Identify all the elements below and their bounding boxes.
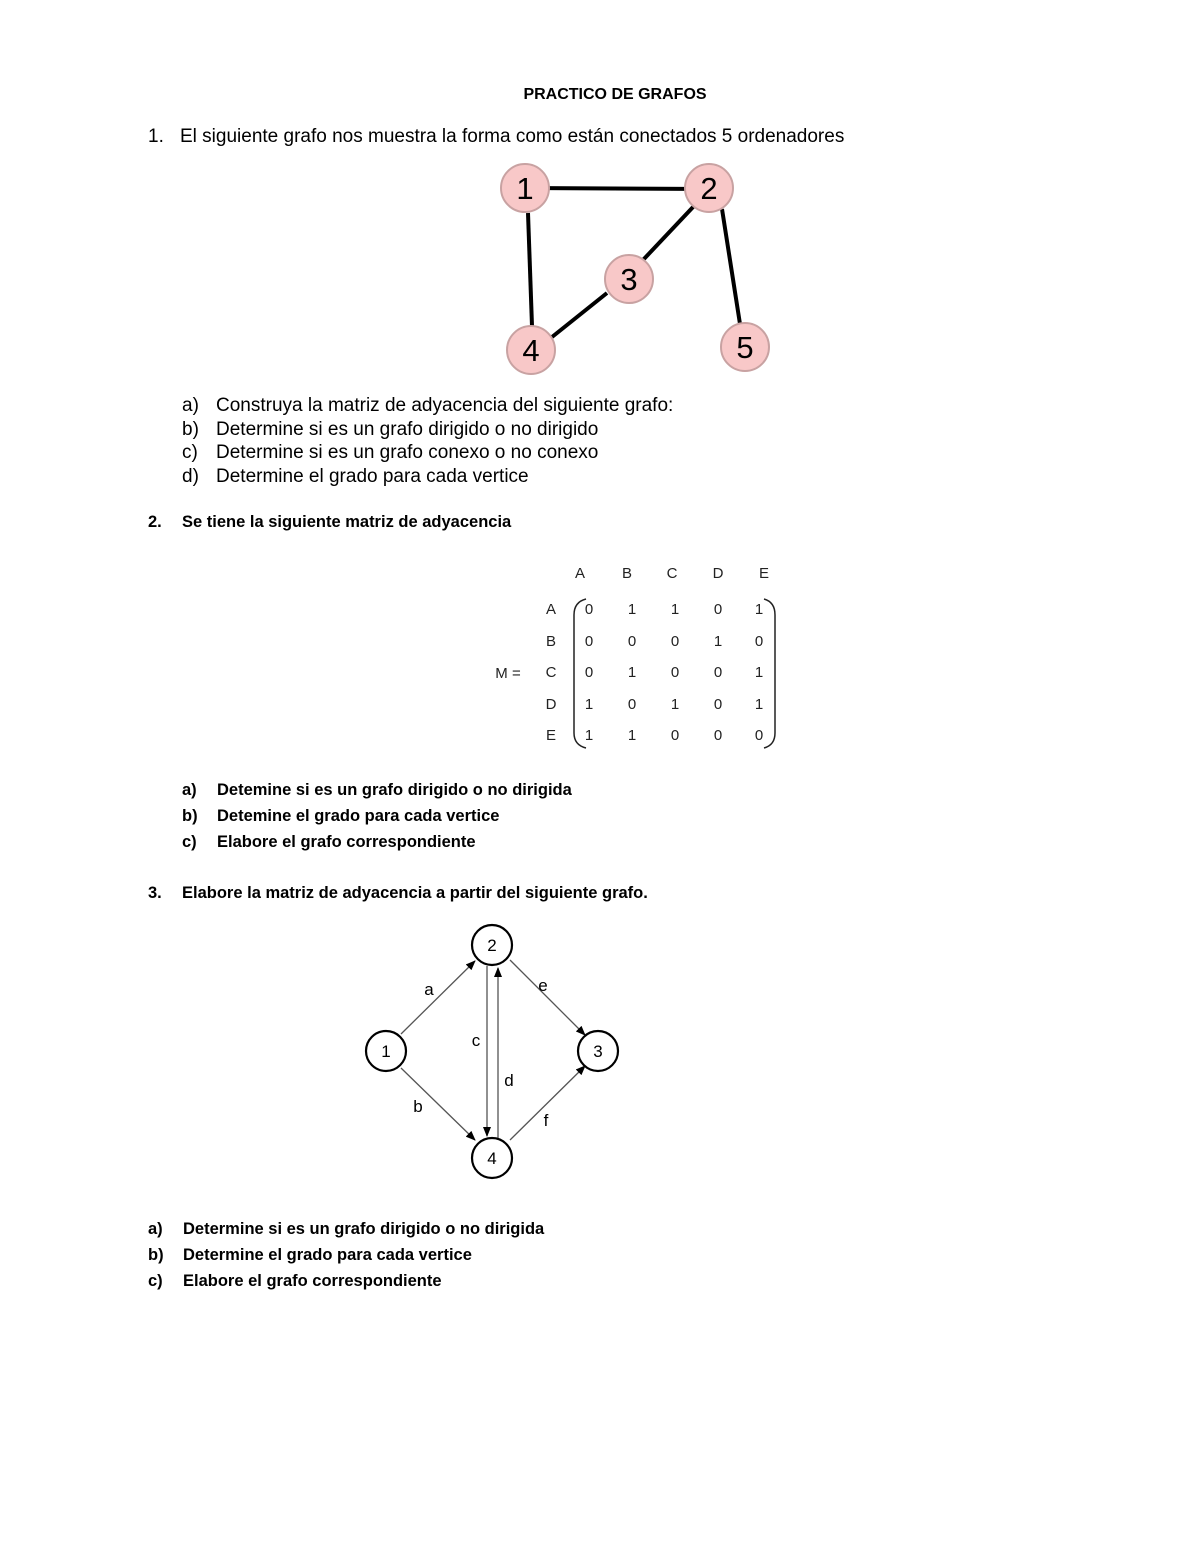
svg-text:1: 1: [754, 696, 764, 713]
edge-1-2: [525, 188, 709, 189]
edge-e-label: e: [538, 976, 548, 995]
node-5-label: 5: [736, 330, 754, 365]
svg-text:0: 0: [627, 633, 637, 650]
svg-text:0: 0: [584, 664, 594, 681]
list-item: a) Construya la matriz de adyacencia del siguiente grafo:: [182, 395, 674, 416]
svg-text:D: D: [712, 565, 724, 582]
edge-f-label: f: [543, 1111, 549, 1130]
node-3-label: 3: [593, 1042, 603, 1061]
svg-text:E: E: [545, 727, 557, 744]
edge-e: [510, 960, 585, 1035]
svg-text:1: 1: [754, 664, 764, 681]
svg-text:0: 0: [670, 664, 680, 681]
svg-text:1: 1: [627, 664, 637, 681]
matrix-col-headers: [575, 565, 769, 582]
matrix-name: M =: [495, 665, 521, 682]
question-3: [148, 884, 648, 903]
edge-2-3: [643, 206, 694, 260]
question-3-items: [148, 1216, 544, 1294]
svg-text:0: 0: [584, 633, 594, 650]
adjacency-matrix-figure: [480, 555, 790, 755]
svg-text:0: 0: [627, 696, 637, 713]
svg-text:1: 1: [627, 727, 637, 744]
question-number: 1.: [148, 126, 164, 147]
node-1-label: 1: [381, 1042, 391, 1061]
svg-text:1: 1: [670, 601, 680, 618]
edge-b-label: b: [413, 1097, 423, 1116]
question-text: Elabore la matriz de adyacencia a partir del siguiente grafo.: [182, 884, 648, 902]
svg-text:1: 1: [670, 696, 680, 713]
svg-text:0: 0: [713, 664, 723, 681]
svg-text:B: B: [545, 633, 557, 650]
list-item: c) Elabore el grafo correspondiente: [182, 833, 476, 851]
matrix-row-headers: [546, 601, 557, 744]
question-2-items: [182, 777, 572, 855]
svg-text:0: 0: [670, 633, 680, 650]
list-item: b) Detemine el grado para cada vertice: [182, 807, 500, 825]
list-item: c) Elabore el grafo correspondiente: [148, 1272, 442, 1290]
question-number: 2.: [148, 513, 162, 531]
question-number: 3.: [148, 884, 162, 902]
node-1-label: 1: [516, 171, 534, 206]
svg-text:0: 0: [670, 727, 680, 744]
svg-text:0: 0: [713, 727, 723, 744]
svg-text:C: C: [666, 565, 678, 582]
question-1: [148, 126, 844, 148]
svg-text:1: 1: [713, 633, 723, 650]
svg-text:0: 0: [754, 727, 764, 744]
node-4-label: 4: [522, 333, 540, 368]
page-title: PRACTICO DE GRAFOS: [523, 86, 707, 103]
node-2-label: 2: [487, 936, 497, 955]
svg-text:B: B: [621, 565, 633, 582]
svg-text:0: 0: [713, 601, 723, 618]
svg-text:0: 0: [713, 696, 723, 713]
svg-text:A: A: [545, 601, 557, 618]
edge-b: [401, 1068, 475, 1140]
svg-text:1: 1: [584, 696, 594, 713]
svg-text:0: 0: [584, 601, 594, 618]
matrix-right-bracket: [764, 599, 775, 748]
svg-text:1: 1: [627, 601, 637, 618]
svg-text:0: 0: [754, 633, 764, 650]
question-text: Se tiene la siguiente matriz de adyacencia: [182, 513, 512, 531]
list-item: b) Determine el grado para cada vertice: [148, 1246, 472, 1264]
edge-d-label: d: [504, 1071, 514, 1090]
node-2-label: 2: [700, 171, 718, 206]
svg-text:A: A: [574, 565, 586, 582]
undirected-graph-figure: [490, 160, 770, 385]
question-2: [148, 513, 511, 532]
list-item: c) Determine si es un grafo conexo o no conexo: [182, 442, 599, 463]
question-text: El siguiente grafo nos muestra la forma como están conectados 5 ordenadores: [180, 126, 845, 147]
edge-3-4: [552, 293, 607, 337]
list-item: a) Detemine si es un grafo dirigido o no dirigida: [182, 781, 572, 799]
edge-2-5: [722, 209, 740, 324]
list-item: d) Determine el grado para cada vertice: [182, 465, 529, 487]
edge-1-4: [528, 213, 532, 326]
edge-c-label: c: [471, 1031, 481, 1050]
list-item: b) Determine si es un grafo dirigido o no dirigido: [182, 418, 599, 440]
matrix-cells: [585, 601, 763, 744]
edge-a-label: a: [424, 980, 434, 999]
node-3-label: 3: [620, 262, 638, 297]
graph-nodes: [366, 925, 618, 1178]
svg-text:1: 1: [584, 727, 594, 744]
question-1-items: [182, 394, 673, 488]
svg-text:D: D: [545, 696, 557, 713]
list-item: a) Determine si es un grafo dirigido o no dirigida: [148, 1220, 545, 1238]
svg-text:1: 1: [754, 601, 764, 618]
svg-text:E: E: [758, 565, 770, 582]
node-4-label: 4: [487, 1149, 497, 1168]
svg-text:C: C: [545, 664, 557, 681]
edge-a: [401, 961, 475, 1034]
directed-graph-figure: [355, 918, 635, 1188]
